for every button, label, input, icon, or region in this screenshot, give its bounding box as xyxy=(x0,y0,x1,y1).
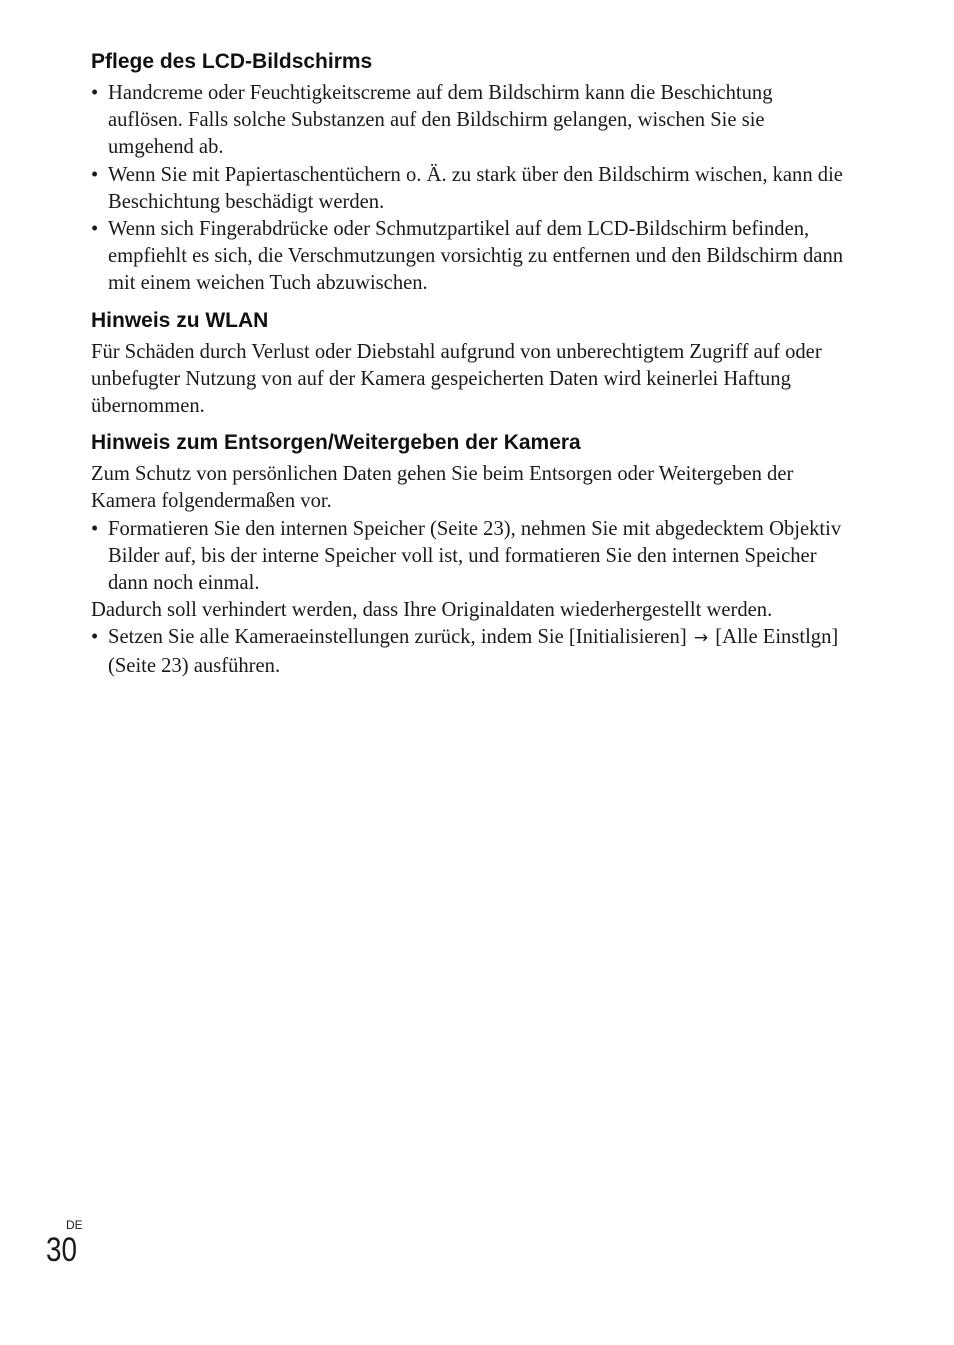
list-item xyxy=(91,162,851,216)
bullet-list xyxy=(91,516,851,598)
paragraph: Dadurch soll verhindert werden, dass Ihre Originaldaten wiederhergestellt werden. xyxy=(91,599,773,622)
section-heading: Hinweis zum Entsorgen/Weitergeben der Kamera xyxy=(91,431,581,455)
list-item-text: Handcreme oder Feuchtigkeitscreme auf dem Bildschirm kann die Beschichtung auflösen. Falls solche Substanzen auf den Bildschirm gelangen, wischen Sie sie umgehend ab. xyxy=(108,82,773,159)
bullet-icon: • xyxy=(91,626,99,649)
section-disposal-notice xyxy=(91,429,851,680)
list-item xyxy=(91,624,851,679)
list-item-text: Wenn sich Fingerabdrücke oder Schmutzpartikel auf dem LCD-Bildschirm befinden, empfiehlt es sich, die Verschmutzungen vorsichtig zu entfernen und den Bildschirm dann mit einem weichen Tuch abzuwischen. xyxy=(108,218,844,295)
section-lcd-care xyxy=(91,48,851,298)
bullet-icon: • xyxy=(91,218,99,241)
arrow-right-icon: → xyxy=(693,628,709,649)
list-item xyxy=(91,516,851,598)
language-code: DE xyxy=(66,1218,83,1232)
page-footer xyxy=(46,1218,84,1268)
section-wlan-notice xyxy=(91,307,851,421)
list-item-text-before: Setzen Sie alle Kameraeinstellungen zurück, indem Sie [Initialisieren] xyxy=(108,626,687,649)
bullet-icon: • xyxy=(91,82,99,104)
bullet-list xyxy=(91,624,851,679)
page-content xyxy=(91,48,851,689)
list-item-text-after: [Alle Einstlgn] (Seite 23) ausführen. xyxy=(108,626,839,677)
page-number: 30 xyxy=(46,1231,78,1269)
list-item-text: Formatieren Sie den internen Speicher (Seite 23), nehmen Sie mit abgedecktem Objektiv Bilder auf, bis der interne Speicher voll ist, und formatieren Sie den internen Speicher dann noch einmal. xyxy=(108,517,842,595)
list-item xyxy=(91,80,851,162)
list-item xyxy=(91,216,851,298)
bullet-icon: • xyxy=(91,517,99,540)
section-heading: Pflege des LCD-Bildschirms xyxy=(91,50,373,73)
list-item-text: Wenn Sie mit Papiertaschentüchern o. Ä. zu stark über den Bildschirm wischen, kann die Beschichtung beschädigt werden. xyxy=(108,163,843,213)
bullet-list xyxy=(91,80,851,298)
bullet-icon: • xyxy=(91,163,99,186)
paragraph: Für Schäden durch Verlust oder Diebstahl aufgrund von unberechtigtem Zugriff auf oder unbefugter Nutzung von auf der Kamera gespeicherten Daten wird keinerlei Haftung übernommen. xyxy=(91,340,822,418)
section-heading: Hinweis zu WLAN xyxy=(91,308,269,332)
paragraph: Zum Schutz von persönlichen Daten gehen Sie beim Entsorgen oder Weitergeben der Kamera folgendermaßen vor. xyxy=(91,463,794,513)
